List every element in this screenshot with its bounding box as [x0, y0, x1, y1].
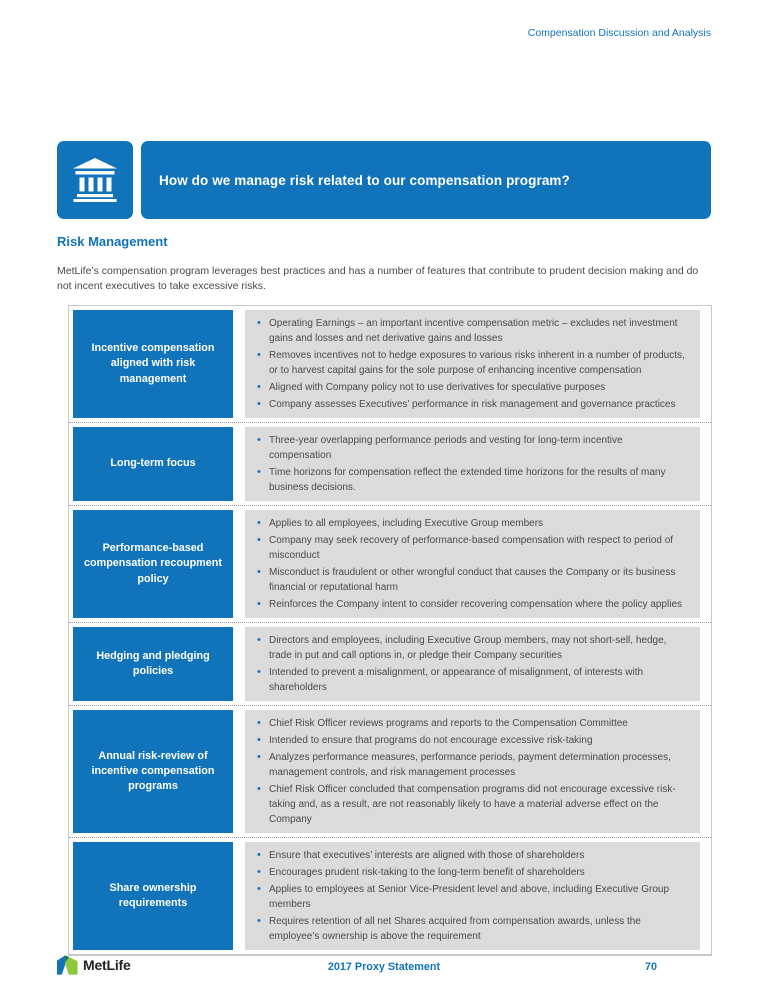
bullet-item: • Analyzes performance measures, performance periods, payment determination processes, management controls, and risk management processes: [255, 750, 686, 780]
bullet-item: • Reinforces the Company intent to consider recovering compensation where the policy applies: [255, 597, 686, 612]
row-bullets: [245, 510, 700, 618]
running-header: Compensation Discussion and Analysis: [527, 27, 711, 39]
row-bullets: [245, 310, 700, 418]
intro-paragraph: MetLife’s compensation program leverages best practices and has a number of features that contribute to prudent decision making and do not incent executives to take excessive risks.: [57, 265, 699, 292]
bullet-item: • Company may seek recovery of performance-based compensation with respect to period of misconduct: [255, 533, 686, 563]
bullet-item: • Ensure that executives’ interests are aligned with those of shareholders: [255, 848, 686, 863]
row-bullets: [245, 710, 700, 833]
risk-table-row: [69, 705, 711, 837]
bank-icon-tile: [57, 141, 133, 219]
footer-document-title: 2017 Proxy Statement: [327, 961, 441, 973]
bullet-item: • Company assesses Executives’ performance in risk management and governance practices: [255, 397, 686, 412]
bullet-item: • Intended to prevent a misalignment, or appearance of misalignment, of interests with shareholders: [255, 665, 686, 695]
row-label: Incentive compensation aligned with risk management: [73, 310, 233, 418]
bank-building-icon: [72, 158, 118, 202]
row-bullets: [245, 842, 700, 950]
risk-table-row: [69, 306, 711, 422]
risk-table: [68, 305, 712, 956]
bullet-item: • Requires retention of all net Shares acquired from compensation awards, unless the employee’s ownership is above the requirement: [255, 914, 686, 944]
bullet-item: • Chief Risk Officer reviews programs and reports to the Compensation Committee: [255, 716, 686, 731]
bullet-item: • Applies to all employees, including Executive Group members: [255, 516, 686, 531]
risk-table-row: [69, 622, 711, 705]
section-title: Risk Management: [57, 234, 168, 249]
bullet-item: • Operating Earnings – an important incentive compensation metric – excludes net investment gains and losses and net derivative gains and losses: [255, 316, 686, 346]
risk-table-row: [69, 422, 711, 505]
row-label: Long-term focus: [73, 427, 233, 501]
bullet-item: • Chief Risk Officer concluded that compensation programs did not encourage excessive risk-taking and, as a result, are not reasonably likely to have a material adverse effect on the Company: [255, 782, 686, 827]
bullet-item: • Applies to employees at Senior Vice-President level and above, including Executive Group members: [255, 882, 686, 912]
row-label: Annual risk-review of incentive compensation programs: [73, 710, 233, 833]
bullet-item: • Intended to ensure that programs do not encourage excessive risk-taking: [255, 733, 686, 748]
banner-question-text: How do we manage risk related to our compensation program?: [159, 172, 570, 188]
row-bullets: [245, 627, 700, 701]
banner-question-box: [141, 141, 711, 219]
row-label: Hedging and pledging policies: [73, 627, 233, 701]
bullet-item: • Time horizons for compensation reflect the extended time horizons for the results of many business decisions.: [255, 465, 686, 495]
bullet-item: • Misconduct is fraudulent or other wrongful conduct that causes the Company or its business financial or reputational harm: [255, 565, 686, 595]
footer-page-number: 70: [645, 961, 658, 973]
bullet-item: • Encourages prudent risk-taking to the long-term benefit of shareholders: [255, 865, 686, 880]
risk-table-row: [69, 837, 711, 954]
row-bullets: [245, 427, 700, 501]
bullet-item: • Directors and employees, including Executive Group members, may not short-sell, hedge, trade in put and call options in, or pledge their Company securities: [255, 633, 686, 663]
bullet-item: • Three-year overlapping performance periods and vesting for long-term incentive compensation: [255, 433, 686, 463]
metlife-wordmark: MetLife: [83, 957, 131, 973]
bullet-item: • Aligned with Company policy not to use derivatives for speculative purposes: [255, 380, 686, 395]
row-label: Performance-based compensation recoupment policy: [73, 510, 233, 618]
risk-table-row: [69, 505, 711, 622]
question-banner: [57, 141, 711, 219]
bullet-item: • Removes incentives not to hedge exposures to various risks inherent in a number of products, or to harvest capital gains for the sole purpose of enhancing incentive compensation: [255, 348, 686, 378]
row-label: Share ownership requirements: [73, 842, 233, 950]
